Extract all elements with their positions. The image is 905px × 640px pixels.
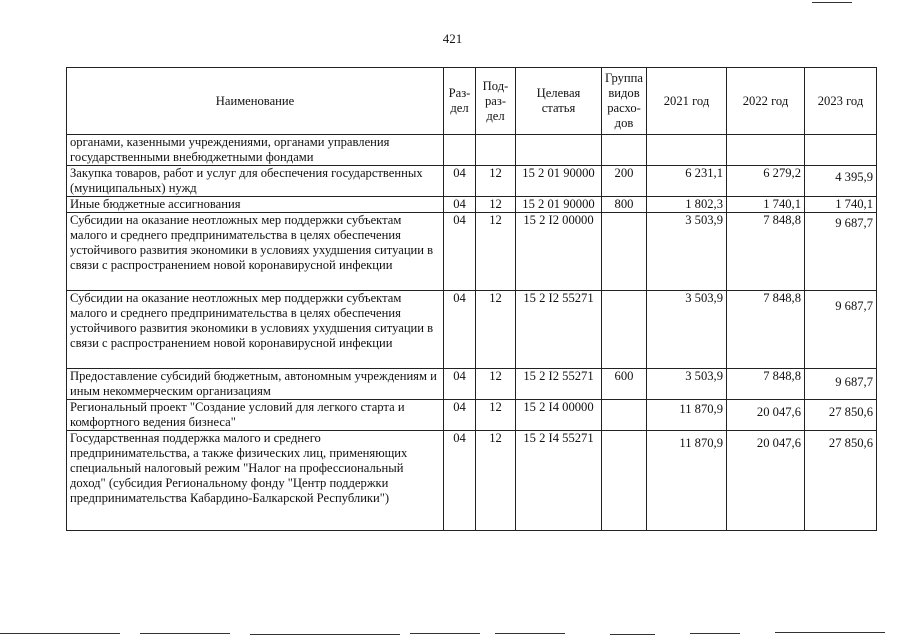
scan-mark <box>140 633 230 634</box>
header-gruppa: Группа видов расхо- дов <box>602 68 647 135</box>
table-row <box>67 291 877 369</box>
row-name: Субсидии на оказание неотложных мер поддержки субъектам малого и среднего предпринимательства в целях обеспечения устойчивого развития экономики в условиях ухудшения ситуации в связи с распространением новой коронавирусной инфекции <box>67 213 444 291</box>
row-2023: 27 850,6 <box>805 400 877 431</box>
row-razdel: 04 <box>444 369 476 400</box>
header-name: Наименование <box>67 68 444 135</box>
row-podrazdel: 12 <box>476 369 516 400</box>
row-razdel: 04 <box>444 291 476 369</box>
row-gruppa <box>602 400 647 431</box>
row-name: Предоставление субсидий бюджетным, автономным учреждениям и иным некоммерческим организациям <box>67 369 444 400</box>
row-statya: 15 2 I2 55271 <box>516 369 602 400</box>
row-2022: 7 848,8 <box>727 291 805 369</box>
row-gruppa <box>602 135 647 166</box>
row-2023: 4 395,9 <box>805 166 877 197</box>
table-row <box>67 369 877 400</box>
row-2022: 7 848,8 <box>727 213 805 291</box>
row-gruppa <box>602 431 647 531</box>
row-podrazdel <box>476 135 516 166</box>
row-razdel: 04 <box>444 166 476 197</box>
row-2023: 1 740,1 <box>805 197 877 213</box>
header-statya: Целевая статья <box>516 68 602 135</box>
scan-mark <box>775 632 885 633</box>
header-razdel: Раз- дел <box>444 68 476 135</box>
row-2021: 1 802,3 <box>647 197 727 213</box>
row-2023: 27 850,6 <box>805 431 877 531</box>
header-2022: 2022 год <box>727 68 805 135</box>
row-podrazdel: 12 <box>476 197 516 213</box>
row-2023: 9 687,7 <box>805 291 877 369</box>
row-2021: 6 231,1 <box>647 166 727 197</box>
header-podrazdel: Под- раз- дел <box>476 68 516 135</box>
row-razdel: 04 <box>444 197 476 213</box>
row-2023: 9 687,7 <box>805 213 877 291</box>
row-podrazdel: 12 <box>476 400 516 431</box>
row-2022: 6 279,2 <box>727 166 805 197</box>
row-name: Государственная поддержка малого и среднего предпринимательства, а также физических лиц, применяющих специальный налоговый режим "Налог на профессиональный доход" (субсидия Региональному фонду "Центр поддержки предпринимательства Кабардино-Балкарской Республики") <box>67 431 444 531</box>
scan-mark <box>610 634 655 635</box>
row-podrazdel: 12 <box>476 431 516 531</box>
row-gruppa: 800 <box>602 197 647 213</box>
row-razdel: 04 <box>444 431 476 531</box>
row-name: Региональный проект "Создание условий для легкого старта и комфортного ведения бизнеса" <box>67 400 444 431</box>
row-gruppa: 200 <box>602 166 647 197</box>
row-statya: 15 2 I2 55271 <box>516 291 602 369</box>
row-podrazdel: 12 <box>476 166 516 197</box>
header-row <box>67 68 877 135</box>
row-podrazdel: 12 <box>476 213 516 291</box>
table-row <box>67 166 877 197</box>
row-statya: 15 2 I4 55271 <box>516 431 602 531</box>
row-razdel: 04 <box>444 213 476 291</box>
header-2023: 2023 год <box>805 68 877 135</box>
row-2022: 1 740,1 <box>727 197 805 213</box>
row-2021: 3 503,9 <box>647 369 727 400</box>
row-gruppa <box>602 291 647 369</box>
row-2021: 11 870,9 <box>647 431 727 531</box>
table-row <box>67 135 877 166</box>
row-razdel <box>444 135 476 166</box>
scan-mark <box>250 634 400 635</box>
row-statya: 15 2 01 90000 <box>516 166 602 197</box>
row-2022: 20 047,6 <box>727 431 805 531</box>
row-2021: 3 503,9 <box>647 213 727 291</box>
row-podrazdel: 12 <box>476 291 516 369</box>
row-statya: 15 2 01 90000 <box>516 197 602 213</box>
scan-mark <box>495 633 565 634</box>
table-row <box>67 213 877 291</box>
scan-mark <box>0 633 120 634</box>
row-statya: 15 2 I4 00000 <box>516 400 602 431</box>
table-row <box>67 431 877 531</box>
row-name: Закупка товаров, работ и услуг для обеспечения государственных (муниципальных) нужд <box>67 166 444 197</box>
scan-mark <box>690 633 740 634</box>
scan-mark <box>812 2 852 3</box>
row-2023 <box>805 135 877 166</box>
row-gruppa: 600 <box>602 369 647 400</box>
row-2022 <box>727 135 805 166</box>
row-statya <box>516 135 602 166</box>
row-name: органами, казенными учреждениями, органами управления государственными внебюджетными фондами <box>67 135 444 166</box>
scan-mark <box>410 633 480 634</box>
row-name: Иные бюджетные ассигнования <box>67 197 444 213</box>
row-statya: 15 2 I2 00000 <box>516 213 602 291</box>
row-gruppa <box>602 213 647 291</box>
header-2021: 2021 год <box>647 68 727 135</box>
row-2021: 3 503,9 <box>647 291 727 369</box>
row-2022: 20 047,6 <box>727 400 805 431</box>
row-2022: 7 848,8 <box>727 369 805 400</box>
table-row <box>67 197 877 213</box>
budget-table <box>66 67 877 531</box>
row-2023: 9 687,7 <box>805 369 877 400</box>
page-number: 421 <box>442 31 463 46</box>
row-2021 <box>647 135 727 166</box>
table-body <box>67 135 877 531</box>
row-name: Субсидии на оказание неотложных мер поддержки субъектам малого и среднего предпринимательства в целях обеспечения устойчивого развития экономики в условиях ухудшения ситуации в связи с распространением новой коронавирусной инфекции <box>67 291 444 369</box>
table-row <box>67 400 877 431</box>
row-razdel: 04 <box>444 400 476 431</box>
row-2021: 11 870,9 <box>647 400 727 431</box>
